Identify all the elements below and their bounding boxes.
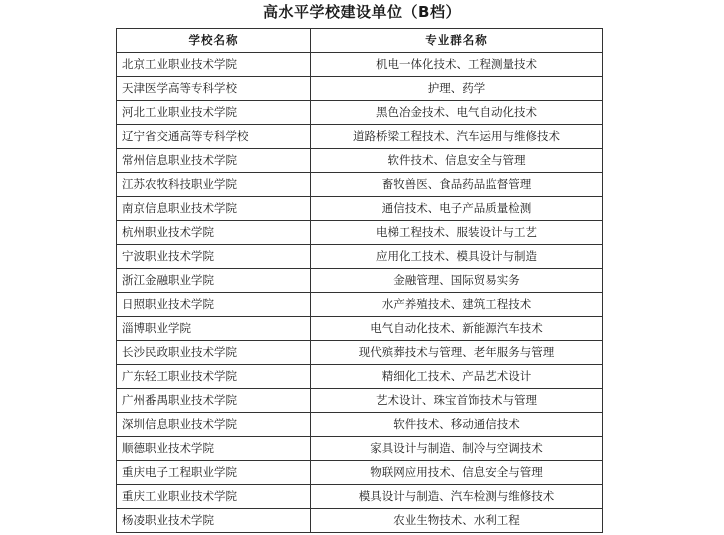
program-group-cell: 机电一体化技术、工程测量技术 [311,53,603,77]
table-row [117,461,603,485]
table-row [117,77,603,101]
program-group-cell: 艺术设计、珠宝首饰技术与管理 [311,389,603,413]
school-name-cell: 浙江金融职业学院 [117,269,311,293]
program-group-cell: 黑色冶金技术、电气自动化技术 [311,101,603,125]
school-name-cell: 重庆电子工程职业学院 [117,461,311,485]
table-row [117,509,603,533]
program-group-cell: 软件技术、移动通信技术 [311,413,603,437]
school-name-cell: 常州信息职业技术学院 [117,149,311,173]
table-row [117,437,603,461]
school-name-cell: 辽宁省交通高等专科学校 [117,125,311,149]
header-program-group: 专业群名称 [311,29,603,53]
school-name-cell: 淄博职业学院 [117,317,311,341]
school-name-cell: 日照职业技术学院 [117,293,311,317]
table-row [117,53,603,77]
table-row [117,245,603,269]
program-group-cell: 畜牧兽医、食品药品监督管理 [311,173,603,197]
school-name-cell: 天津医学高等专科学校 [117,77,311,101]
table-row [117,125,603,149]
program-group-cell: 电气自动化技术、新能源汽车技术 [311,317,603,341]
table-row [117,413,603,437]
program-group-cell: 金融管理、国际贸易实务 [311,269,603,293]
program-group-cell: 软件技术、信息安全与管理 [311,149,603,173]
program-group-cell: 物联网应用技术、信息安全与管理 [311,461,603,485]
table-row [117,317,603,341]
program-group-cell: 电梯工程技术、服装设计与工艺 [311,221,603,245]
program-group-cell: 护理、药学 [311,77,603,101]
school-name-cell: 杨凌职业技术学院 [117,509,311,533]
program-group-cell: 通信技术、电子产品质量检测 [311,197,603,221]
table-row [117,173,603,197]
program-group-cell: 农业生物技术、水利工程 [311,509,603,533]
school-name-cell: 杭州职业技术学院 [117,221,311,245]
school-name-cell: 深圳信息职业技术学院 [117,413,311,437]
program-group-cell: 水产养殖技术、建筑工程技术 [311,293,603,317]
school-name-cell: 重庆工业职业技术学院 [117,485,311,509]
school-name-cell: 广州番禺职业技术学院 [117,389,311,413]
table-row [117,389,603,413]
school-name-cell: 顺德职业技术学院 [117,437,311,461]
school-name-cell: 宁波职业技术学院 [117,245,311,269]
school-name-cell: 北京工业职业技术学院 [117,53,311,77]
table-row [117,197,603,221]
program-group-cell: 家具设计与制造、制冷与空调技术 [311,437,603,461]
table-row [117,149,603,173]
program-group-cell: 应用化工技术、模具设计与制造 [311,245,603,269]
units-table [116,28,603,533]
table-row [117,101,603,125]
table-row [117,221,603,245]
school-name-cell: 江苏农牧科技职业学院 [117,173,311,197]
school-name-cell: 长沙民政职业技术学院 [117,341,311,365]
program-group-cell: 模具设计与制造、汽车检测与维修技术 [311,485,603,509]
table-row [117,293,603,317]
school-name-cell: 广东轻工职业技术学院 [117,365,311,389]
header-school-name: 学校名称 [117,29,311,53]
table-row [117,485,603,509]
program-group-cell: 道路桥梁工程技术、汽车运用与维修技术 [311,125,603,149]
program-group-cell: 精细化工技术、产品艺术设计 [311,365,603,389]
table-row [117,269,603,293]
table-row [117,341,603,365]
document-title: 高水平学校建设单位（B档） [263,3,461,21]
school-name-cell: 河北工业职业技术学院 [117,101,311,125]
table-body [117,53,603,533]
table-header-row [117,29,603,53]
school-name-cell: 南京信息职业技术学院 [117,197,311,221]
program-group-cell: 现代殡葬技术与管理、老年服务与管理 [311,341,603,365]
table-row [117,365,603,389]
